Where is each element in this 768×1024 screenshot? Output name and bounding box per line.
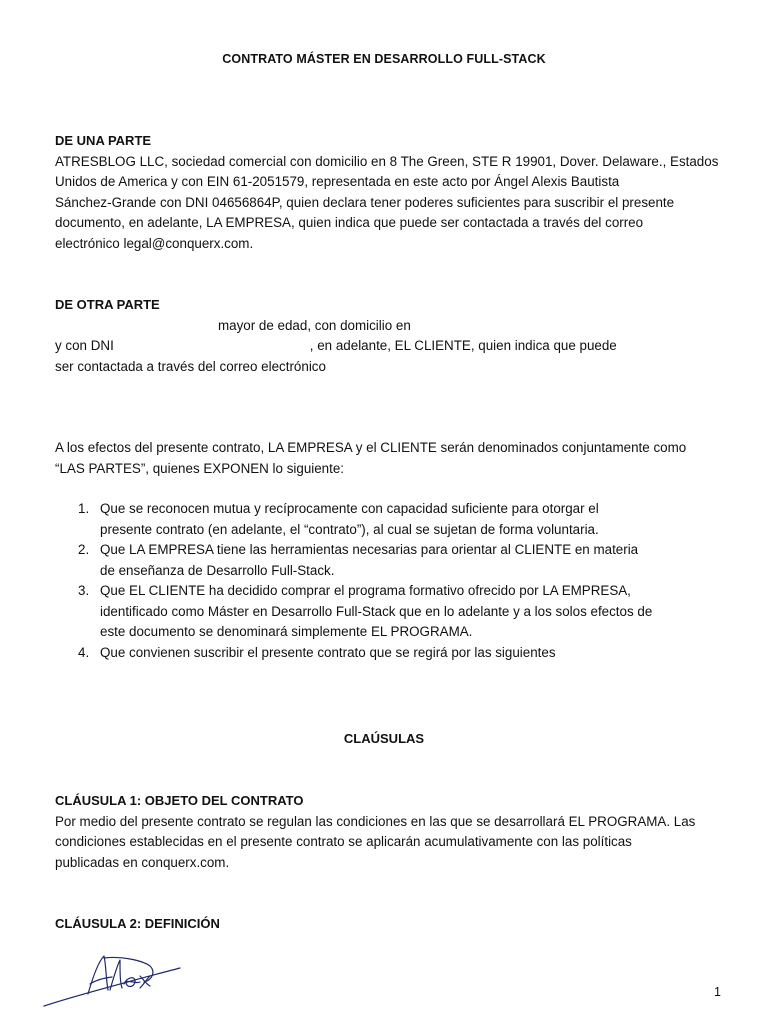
expone-list [55,499,725,663]
list-item-line: Que convienen suscribir el presente contrato que se regirá por las siguientes [100,644,556,660]
clausula-1-heading: CLÁUSULA 1: OBJETO DEL CONTRATO [55,793,304,808]
list-item [55,499,725,540]
clausula-1-line: condiciones establecidas en el presente contrato se aplicarán acumulativamente con las políticas [55,834,632,849]
document-title: CONTRATO MÁSTER EN DESARROLLO FULL-STACK [222,52,546,66]
parte-otra-line2 [55,336,725,357]
page-number: 1 [714,985,721,999]
list-item-number: 3. [78,583,90,598]
clausula-1-line: Por medio del presente contrato se regulan las condiciones en las que se desarrollará EL PROGRAMA. Las [55,813,696,829]
section-parte-una [55,131,725,254]
clausula-1-line: publicadas en conquerx.com. [55,854,230,870]
parte-una-line: documento, en adelante, LA EMPRESA, quien indica que puede ser contactada a través del correo [55,215,644,230]
parte-otra-heading: DE OTRA PARTE [55,297,160,312]
intro-line: “LAS PARTES”, quienes EXPONEN lo siguiente: [55,460,345,476]
parte-una-heading: DE UNA PARTE [55,133,152,148]
parte-una-line: Unidos de America y con EIN 61-2051579, representada en este acto por Ángel Alexis Bautista [55,174,620,189]
cliente-definition: , en adelante, EL CLIENTE, quien indica que puede [309,338,617,353]
list-item-line: Que LA EMPRESA tiene las herramientas necesarias para orientar al CLIENTE en materia [100,542,639,557]
dni-label: y con DNI [55,338,114,353]
section-intro [55,438,725,479]
clausula-2-heading: CLÁUSULA 2: DEFINICIÓN [55,916,220,931]
list-item [55,540,725,581]
list-item-line: este documento se denominará simplemente EL PROGRAMA. [100,624,473,639]
parte-una-line: electrónico legal@conquerx.com. [55,235,254,251]
list-item-number: 4. [78,644,90,660]
clausulas-heading: CLAÚSULAS [343,731,425,746]
signature-image [40,950,185,1010]
section-clausula-1 [55,791,725,873]
list-item-number: 1. [78,501,90,516]
parte-una-line: ATRESBLOG LLC, sociedad comercial con domicilio en 8 The Green, STE R 19901, Dover. Delaware., Estados [55,153,719,169]
list-item-line: presente contrato (en adelante, el “contrato”), al cual se sujetan de forma voluntaria. [100,521,599,537]
intro-line: A los efectos del presente contrato, LA EMPRESA y el CLIENTE serán denominados conjuntamente como [55,440,687,455]
section-clausula-2 [55,914,725,935]
list-item-line: Que se reconocen mutua y recíprocamente con capacidad suficiente para otorgar el [100,501,599,516]
parte-otra-line3: ser contactada a través del correo electrónico [55,358,326,374]
parte-una-line: Sánchez-Grande con DNI 04656864P, quien declara tener poderes suficientes para suscribir el presente [55,194,675,210]
list-item [55,643,725,664]
parte-otra-line1: mayor de edad, con domicilio en [218,317,411,333]
list-item-number: 2. [78,542,90,557]
list-item-line: identificado como Máster en Desarrollo Full-Stack que en lo adelante y a los solos efectos de [100,603,653,619]
list-item-line: Que EL CLIENTE ha decidido comprar el programa formativo ofrecido por LA EMPRESA, [100,583,631,598]
list-item-line: de enseñanza de Desarrollo Full-Stack. [100,562,335,578]
list-item [55,581,725,643]
section-parte-otra [55,295,725,377]
